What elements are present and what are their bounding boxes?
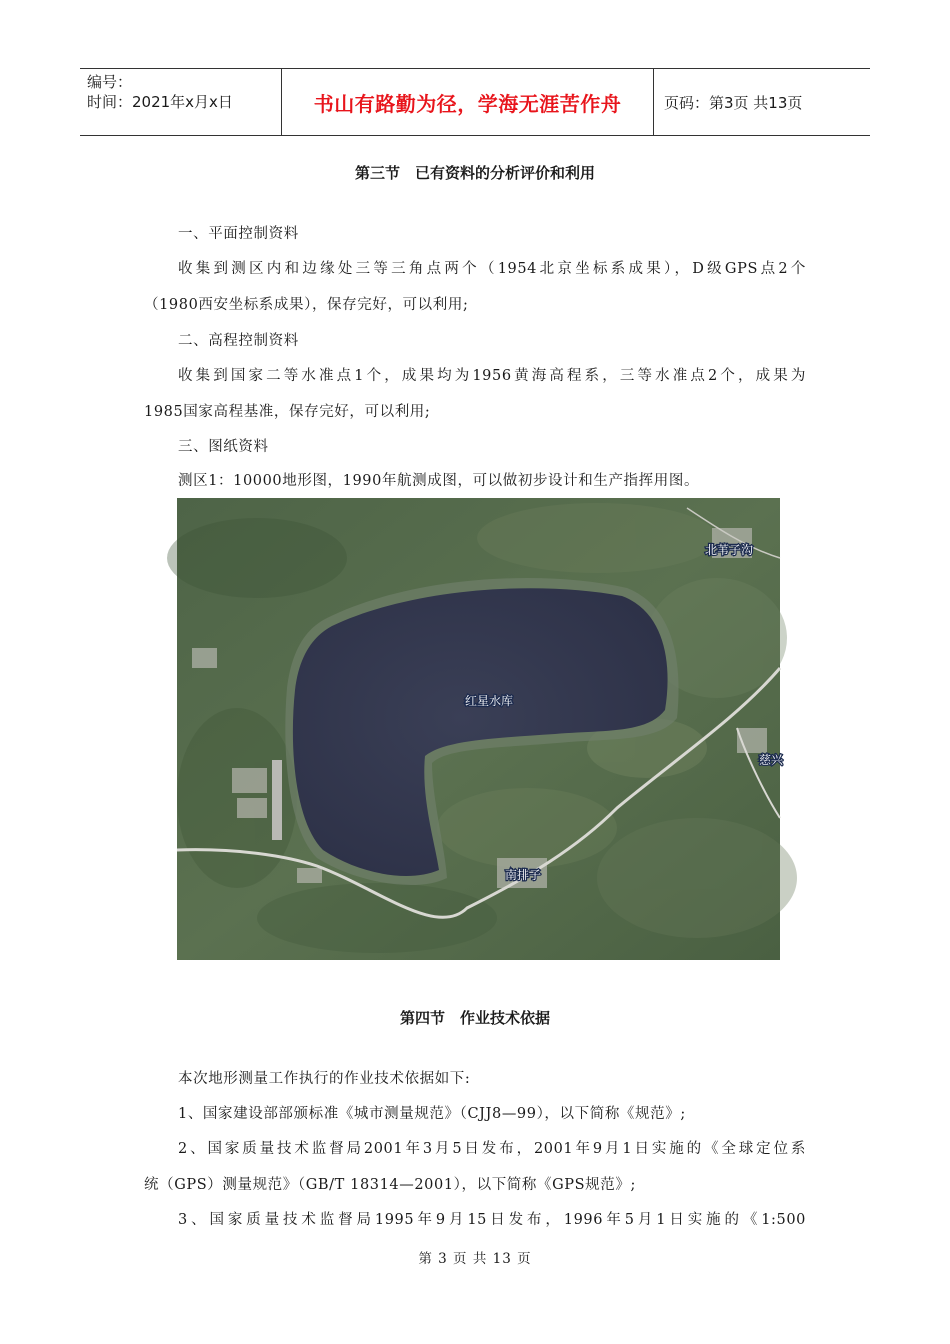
page-header (80, 68, 870, 136)
map-label-east: 慈兴 (759, 753, 784, 767)
section3-title: 第三节 已有资料的分析评价和利用 (354, 164, 595, 182)
section3-paragraph-1-line-2: （1980西安坐标系成果），保存完好，可以利用; (144, 297, 469, 313)
section3-heading-3: 三、图纸资料 (178, 439, 269, 455)
section3-paragraph-3-line-1: 测区1：10000地形图，1990年航测成图，可以做初步设计和生产指挥用图。 (178, 473, 700, 489)
reservoir-satellite-image (177, 498, 784, 960)
map-label-south: 南排子 (505, 868, 542, 882)
section3-paragraph-1-line-1: 收集到测区内和边缘处三等三角点两个（1954北京坐标系成果），D级GPS点2个 (178, 261, 806, 277)
map-label-reservoir: 红星水库 (464, 694, 514, 708)
header-time: 时间：2021年x月x日 (87, 93, 233, 111)
page-footer: 第 3 页 共 13 页 (418, 1251, 532, 1267)
map-label-north: 北苇子沟 (705, 543, 754, 557)
header-motto: 书山有路勤为径，学海无涯苦作舟 (281, 69, 654, 135)
header-meta (80, 69, 281, 135)
section3-paragraph-2-line-2: 1985国家高程基准，保存完好，可以利用; (144, 404, 431, 420)
section4-item-2-line-2: 统（GPS）测量规范》（GB/T 18314—2001），以下简称《GPS规范》; (144, 1177, 636, 1193)
header-number: 编号： (87, 73, 133, 91)
header-page-code: 页码：第3页 共13页 (664, 93, 803, 112)
section3-paragraph-2-line-1: 收集到国家二等水准点1个，成果均为1956黄海高程系，三等水准点2个，成果为 (178, 368, 806, 384)
section4-intro: 本次地形测量工作执行的作业技术依据如下: (178, 1071, 471, 1087)
section4-item-1: 1、国家建设部部颁标准《城市测量规范》（CJJ8—99），以下简称《规范》; (178, 1106, 686, 1122)
section3-heading-2: 二、高程控制资料 (178, 333, 299, 349)
section3-heading-1: 一、平面控制资料 (178, 226, 299, 242)
section4-title: 第四节 作业技术依据 (399, 1009, 550, 1027)
section4-item-2-line-1: 2、国家质量技术监督局2001年3月5日发布，2001年9月1日实施的《全球定位系 (178, 1141, 806, 1157)
section4-item-3-line-1: 3、国家质量技术监督局1995年9月15日发布，1996年5月1日实施的《1:500 (178, 1212, 806, 1228)
